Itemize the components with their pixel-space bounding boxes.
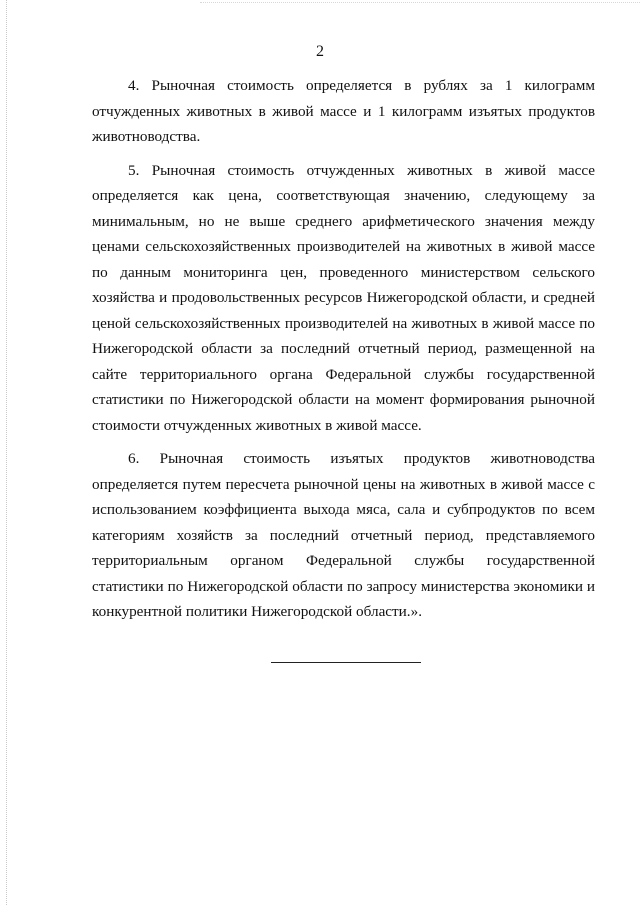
document-body bbox=[92, 73, 595, 633]
end-of-document-rule bbox=[271, 662, 421, 663]
paragraph-5: 5. Рыночная стоимость отчужденных животных в живой массе определяется как цена, соответствующая значению, следующему за минимальным, но не выше среднего арифметического значения между ценами сельскохозяйственных производителей на животных в живой массе по данным мониторинга цен, проведенного министерством сельского хозяйства и продовольственных ресурсов Нижегородской области, и средней ценой сельскохозяйственных производителей на животных в живой массе по Нижегородской области за последний отчетный период, размещенной на сайте территориального органа Федеральной службы государственной статистики по Нижегородской области на момент формирования рыночной стоимости отчужденных животных в живой массе. bbox=[92, 161, 595, 434]
scan-edge-top bbox=[200, 2, 640, 3]
page-number: 2 bbox=[316, 43, 324, 60]
paragraph-6: 6. Рыночная стоимость изъятых продуктов животноводства определяется путем пересчета рыночной цены на животных в живой массе с использованием коэффициента выхода мяса, сала и субпродуктов по всем категориям хозяйств за последний отчетный период, представляемого территориальным органом Федеральной службы государственной статистики по Нижегородской области по запросу министерства экономики и конкурентной политики Нижегородской области.». bbox=[92, 450, 595, 620]
scan-edge-left bbox=[6, 0, 7, 905]
paragraph-4: 4. Рыночная стоимость определяется в рублях за 1 килограмм отчужденных животных в живой массе и 1 килограмм изъятых продуктов животноводства. bbox=[92, 77, 595, 145]
